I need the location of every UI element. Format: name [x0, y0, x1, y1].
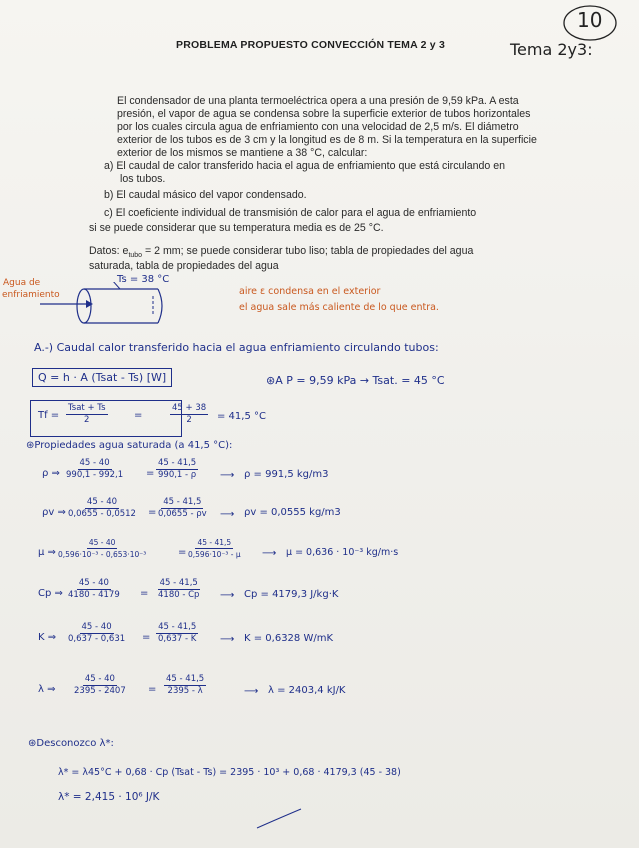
- row-fraction-2: $\frac{45 - 41,5}{2395 - \lambda}$: [166, 674, 205, 696]
- item-b: b) El caudal másico del vapor condensado.: [104, 189, 307, 201]
- item-a-line-1: a) El caudal de calor transferido hacia el agua de enfriamiento que está circulando en: [104, 160, 506, 172]
- tf-result: = 41,5 °C: [217, 411, 266, 422]
- statement-line-2: presión, el vapor de agua se condensa sobre la superficie exterior de tubos horizontales: [117, 108, 531, 120]
- solution-heading: A.-) Caudal calor transferido hacia el agua enfriamiento circulando tubos:: [34, 341, 439, 354]
- page: 10 PROBLEMA PROPUESTO CONVECCIÓN TEMA 2 y 3 Tema 2y3: El condensador de una planta termoeléctrica opera a una presión de 9,59 kPa. A esta presión, el vapor de agua se condensa sobre la superficie exterior de tubos horizontales por los cuales circula agua de enfriamiento con una velocidad de 2,5 m/s. El diámetro exterior de los tubos es de 3 cm y la longitud es de 8 m. Si la temperatura en la superficie exterior de los mismos se mantiene a 38 °C, calcular: a) El caudal de calor transferido hacia el agua de enfriamiento que está circulando en los tubos. b) El caudal másico del vapor condensado. c) El coeficiente individual de transmisión de calor para el agua de enfriamiento si se puede considerar que su temperatura media es de 25 °C. Datos: $e_{tubo} = 2$ mm; se puede considerar tubo liso; tabla de propiedades del agua saturada, tabla de propiedades del agua Agua de enfriamiento Ts = 38 °C aire ε condensa en el exterior el agua sale más caliente de lo que entra. A.-) Caudal calor transferido hacia el agua enfriamiento circulando tubos: Q = h · A (Tsat - Ts) [W] ⊛A P = 9,59 kPa → Tsat. = 45 °C Tf = Tsat + Ts 2 = $\frac{45 + 38}{2}$ = 41,5 °C ⊛Propiedades agua saturada (a 41,5 °C): ρ ⇒ $\frac{45 - 40}{990,1 - 992,1}$ = $\frac{45 - 41,5}{990,1 - \rho}$ ⟶ ρ = 991,5 kg/m3 ρv ⇒ $\frac{45 - 40}{0,0655 - 0,0512}$ = $\frac{45 - 41,5}{0,0655 - \rho v}$ ⟶ ρv = 0,0555 kg/m3 μ ⇒ $\frac{45 - 40}{\text{0,596·10⁻³ - 0,653·10⁻³}}$ = $\frac{45 - 41,5}{\text{0,596·10⁻³ - μ}}$ ⟶ μ = 0,636 · 10⁻³ kg/m·s Cp ⇒ $\frac{45 - 40}{4180 - 4179}$ = $\frac{45 - 41,5}{4180 - Cp}$ ⟶ Cp = 4179,3 J/kg·K K ⇒ $\frac{45 - 40}{0,637 - 0,631}$ = $\frac{45 - 41,5}{0,637 - K}$ ⟶ K = 0,6328 W/mK λ ⇒ $\frac{45 - 40}{2395 - 2407}$ = $\frac{45 - 41,5}{2395 - \lambda}$ ⟶ λ = 2403,4 kJ/K ⊛Desconozco λ*: λ* = λ45°C + 0,68 · Cp (Tsat - Ts) = 2395 · 10³ + 0,68 · 4179,3 (45 - 38) λ* = 2,415 · 10⁶ J/K: [0, 0, 639, 848]
- row-result: ρv = 0,0555 kg/m3: [244, 507, 341, 518]
- statement-line-3: por los cuales circula agua de enfriamiento con una velocidad de 2,5 m/s. El diámetro: [117, 121, 519, 133]
- item-c-line-2: si se puede considerar que su temperatura media es de 25 °C.: [89, 222, 384, 234]
- tf-equals: =: [134, 410, 143, 421]
- datos-line-1: Datos: $e_{tubo} = 2$ mm; se puede considerar tubo liso; tabla de propiedades del agua: [89, 245, 474, 260]
- row-fraction-2: $\frac{45 - 41,5}{0,0655 - \rho v}$: [158, 497, 207, 519]
- agua-label-1: Agua de: [3, 278, 41, 288]
- row-fraction-2: $\frac{45 - 41,5}{990,1 - \rho}$: [158, 458, 197, 480]
- statement-line-4: exterior de los tubos es de 3 cm y la longitud es de 8 m. Si la temperatura en la superficie: [117, 134, 537, 146]
- row-label: λ ⇒: [38, 684, 56, 695]
- row-fraction-1: $\frac{45 - 40}{\text{0,596·10⁻³ - 0,653·10⁻³}}$: [58, 538, 147, 559]
- tf-lhs: Tf =: [38, 410, 60, 421]
- row-fraction-1: $\frac{45 - 40}{0,637 - 0,631}$: [68, 622, 126, 644]
- unknown-heading: ⊛Desconozco λ*:: [28, 738, 114, 749]
- agua-label-2: enfriamiento: [2, 290, 60, 300]
- row-fraction-1: $\frac{45 - 40}{0,0655 - 0,0512}$: [68, 497, 136, 519]
- row-result: K = 0,6328 W/mK: [244, 633, 334, 644]
- statement-line-5: exterior de los mismos se mantiene a 38 °C, calcular:: [117, 147, 368, 159]
- row-fraction-1: $\frac{45 - 40}{2395 - 2407}$: [74, 674, 126, 696]
- row-label: μ ⇒: [38, 547, 56, 558]
- row-label: ρv ⇒: [42, 507, 66, 518]
- row-fraction-2: $\frac{45 - 41,5}{4180 - Cp}$: [158, 578, 200, 600]
- row-fraction-2: $\frac{45 - 41,5}{0,637 - K}$: [158, 622, 197, 644]
- row-label: ρ ⇒: [42, 468, 60, 479]
- row-result: ρ = 991,5 kg/m3: [244, 469, 329, 480]
- row-fraction-2: $\frac{45 - 41,5}{\text{0,596·10⁻³ - μ}}$: [188, 538, 241, 559]
- lambda-star-line-2: λ* = 2,415 · 10⁶ J/K: [58, 791, 160, 803]
- row-label: K ⇒: [38, 632, 57, 643]
- row-fraction-1: $\frac{45 - 40}{990,1 - 992,1}$: [66, 458, 124, 480]
- item-a-line-2: los tubos.: [120, 173, 166, 185]
- datos-line-2: saturada, tabla de propiedades del agua: [89, 260, 279, 272]
- pen-stroke: [255, 806, 305, 832]
- tf-fraction-2: $\frac{45 + 38}{2}$: [172, 403, 207, 425]
- q-formula: Q = h · A (Tsat - Ts) [W]: [32, 368, 172, 387]
- sketch-note-1: aire ε condensa en el exterior: [239, 286, 381, 297]
- tema-note: Tema 2y3:: [510, 40, 593, 59]
- lambda-star-line-1: λ* = λ45°C + 0,68 · Cp (Tsat - Ts) = 2395 · 10³ + 0,68 · 4179,3 (45 - 38): [58, 767, 401, 778]
- row-result: μ = 0,636 · 10⁻³ kg/m·s: [286, 547, 399, 558]
- sketch-note-2: el agua sale más caliente de lo que entra.: [239, 302, 439, 313]
- page-title: PROBLEMA PROPUESTO CONVECCIÓN TEMA 2 y 3: [176, 39, 445, 51]
- tf-fraction: Tsat + Ts 2: [68, 403, 106, 425]
- psat-note: ⊛A P = 9,59 kPa → Tsat. = 45 °C: [266, 374, 445, 387]
- row-result: Cp = 4179,3 J/kg·K: [244, 589, 339, 600]
- statement-line-1: El condensador de una planta termoeléctrica opera a una presión de 9,59 kPa. A esta: [117, 95, 519, 107]
- tube-sketch: [40, 282, 180, 332]
- props-heading: ⊛Propiedades agua saturada (a 41,5 °C):: [26, 440, 233, 451]
- item-c-line-1: c) El coeficiente individual de transmisión de calor para el agua de enfriamiento: [104, 207, 477, 219]
- row-result: λ = 2403,4 kJ/K: [268, 685, 346, 696]
- row-label: Cp ⇒: [38, 588, 63, 599]
- row-fraction-1: $\frac{45 - 40}{4180 - 4179}$: [68, 578, 120, 600]
- page-number: 10: [577, 8, 603, 32]
- ts-label: Ts = 38 °C: [117, 274, 170, 285]
